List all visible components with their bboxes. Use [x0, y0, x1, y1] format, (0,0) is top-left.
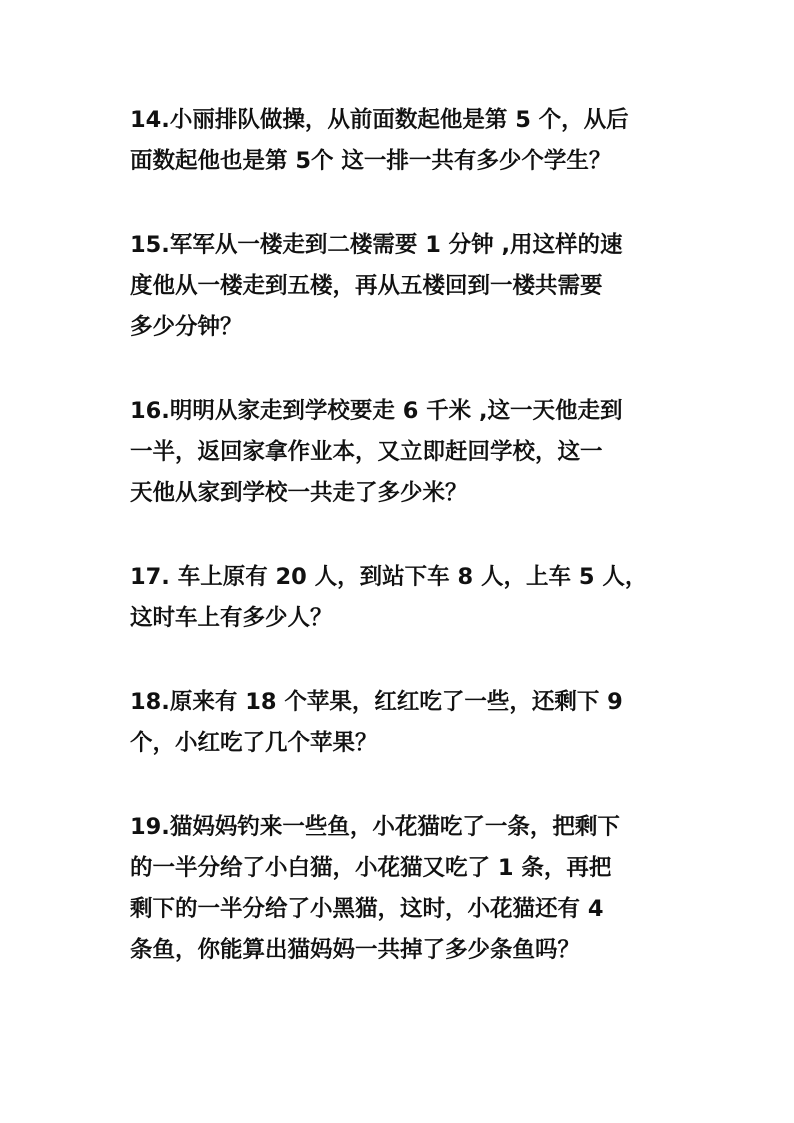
- problem-line: 面数起他也是第 5个 这一排一共有多少个学生？: [130, 148, 612, 174]
- problem-line: 多少分钟？: [130, 314, 243, 340]
- problem-17: [130, 557, 675, 639]
- problem-line: 17. 车上原有 20 人，到站下车 8 人，上车 5 人，: [130, 564, 648, 590]
- problem-18: [130, 682, 675, 764]
- problem-line: 剩下的一半分给了小黑猫，这时，小花猫还有 4: [130, 896, 604, 922]
- problem-line: 个，小红吃了几个苹果？: [130, 730, 378, 756]
- problem-16: [130, 391, 675, 514]
- problem-line: 18.原来有 18 个苹果，红红吃了一些，还剩下 9: [130, 689, 623, 715]
- problem-line: 16.明明从家走到学校要走 6 千米 ,这一天他走到: [130, 398, 623, 424]
- problem-line: 19.猫妈妈钓来一些鱼，小花猫吃了一条，把剩下: [130, 814, 620, 840]
- problem-14: [130, 100, 675, 182]
- problem-19: [130, 807, 675, 971]
- problem-line: 天他从家到学校一共走了多少米？: [130, 480, 468, 506]
- problem-line: 14.小丽排队做操，从前面数起他是第 5 个，从后: [130, 107, 629, 133]
- problem-15: [130, 225, 675, 348]
- problem-line: 15.军军从一楼走到二楼需要 1 分钟 ,用这样的速: [130, 232, 623, 258]
- problem-line: 度他从一楼走到五楼，再从五楼回到一楼共需要: [130, 273, 603, 299]
- problem-line: 条鱼，你能算出猫妈妈一共掉了多少条鱼吗？: [130, 937, 581, 963]
- problem-line: 这时车上有多少人？: [130, 605, 333, 631]
- problem-line: 一半，返回家拿作业本，又立即赶回学校，这一: [130, 439, 603, 465]
- worksheet-page: [130, 100, 675, 1014]
- problem-line: 的一半分给了小白猫，小花猫又吃了 1 条，再把: [130, 855, 612, 881]
